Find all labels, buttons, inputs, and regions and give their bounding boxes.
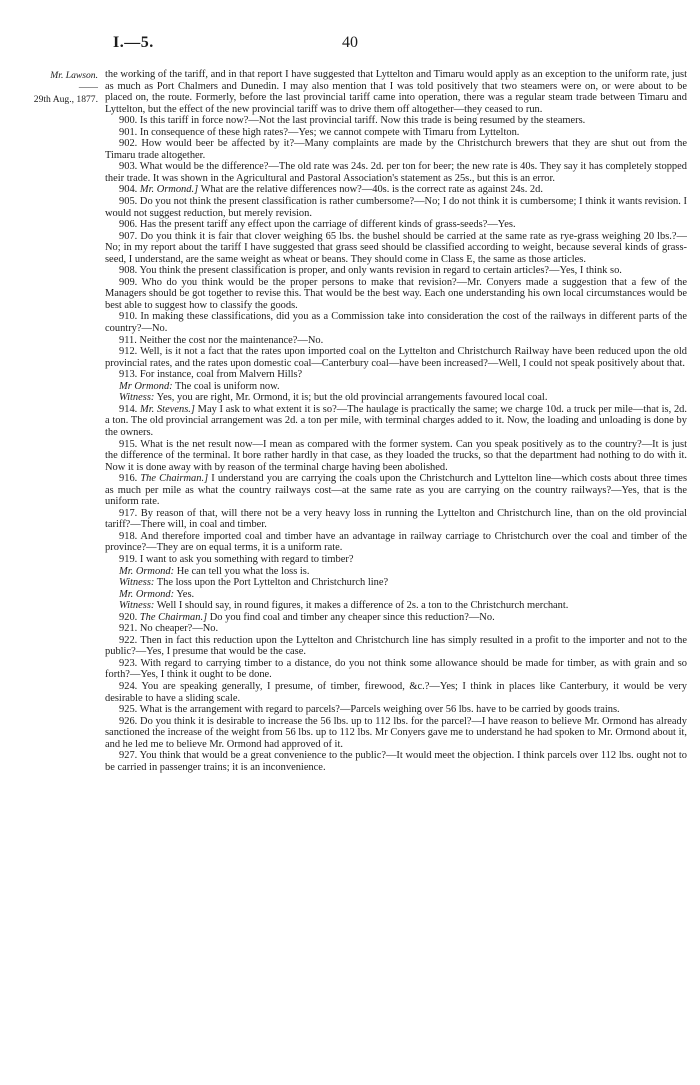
question-917 bbox=[105, 508, 687, 531]
question-925 bbox=[105, 704, 687, 716]
question-909 bbox=[105, 277, 687, 312]
question-920 bbox=[105, 612, 687, 624]
paragraph-text: 912. Well, is it not a fact that the rates upon imported coal on the Lyttelton and Christchurch Railway have been reduced upon the old provincial rates, and the rates upon domestic coal—Canterbury coal—have been increased?—Well, I could not speak positively about that. bbox=[105, 346, 687, 369]
speaker-label: Mr Ormond: bbox=[119, 380, 173, 392]
interjection bbox=[105, 381, 687, 393]
paragraph-text: 915. What is the net result now—I mean as compared with the former system. Can you speak positively as to the country?—It is just the difference of the terminal. It bore rather hardly in that case, as they loaded the trucks, so that the department had nothing to do with it. Now it is done away with by reason of the terminal charge having been abolished. bbox=[105, 438, 687, 473]
margin-speaker: Mr. Lawson. bbox=[50, 70, 98, 81]
paragraph-text: 922. Then in fact this reduction upon the Lyttelton and Christchurch line has simply resulted in a profit to the importer and not to the public?—Yes, I presume that would be the case. bbox=[105, 634, 687, 658]
paragraph-text: 900. Is this tariff in force now?—Not the last provincial tariff. Now this trade is being resumed by the steamers. bbox=[119, 115, 586, 127]
paragraph-continuation bbox=[105, 69, 687, 115]
speaker-label: The Chairman.] bbox=[139, 611, 208, 623]
question-number: 904. bbox=[119, 184, 140, 196]
paragraph-text: I understand you are carrying the coals upon the Christchurch and Lyttelton line—which costs about three times as much per mile as what the country railways cost—at the same rate as you are carrying on the country railways?—Yes, that is the uniform rate. bbox=[105, 473, 688, 508]
question-901 bbox=[105, 127, 687, 139]
question-922 bbox=[105, 635, 687, 658]
witness-answer bbox=[105, 392, 687, 404]
paragraph-text: 910. In making these classifications, did you as a Commission take into consideration the cost of the railways in different parts of the country?—No. bbox=[105, 311, 687, 335]
interjection bbox=[105, 589, 687, 601]
speaker-label: Mr. Ormond: bbox=[119, 565, 175, 577]
paragraph-text: 901. In consequence of these high rates?—Yes; we cannot compete with Timaru from Lyttelton. bbox=[119, 126, 520, 138]
paragraph-text: What are the relative differences now?—40s. is the correct rate as against 24s. 2d. bbox=[198, 184, 543, 196]
speaker-label: Mr. Ormond: bbox=[119, 588, 175, 600]
paragraph-text: Well I should say, in round figures, it makes a difference of 2s. a ton to the Christchurch merchant. bbox=[154, 600, 569, 612]
paragraph-text: 913. For instance, coal from Malvern Hills? bbox=[119, 369, 303, 381]
margin-date: 29th Aug., 1877. bbox=[33, 94, 98, 105]
paragraph-text: 917. By reason of that, will there not be a very heavy loss in running the Lyttelton and Christchurch line, than on the old provincial tariff?—There will, in coal and timber. bbox=[105, 507, 687, 531]
interjection bbox=[105, 566, 687, 578]
question-919 bbox=[105, 554, 687, 566]
question-904 bbox=[105, 184, 687, 196]
paragraph-text: 925. What is the arrangement with regard to parcels?—Parcels weighing over 56 lbs. have to be carried by goods trains. bbox=[119, 704, 620, 716]
speaker-label: Witness: bbox=[119, 600, 155, 612]
question-908 bbox=[105, 265, 687, 277]
question-915 bbox=[105, 439, 687, 474]
paragraph-text: The coal is uniform now. bbox=[172, 380, 280, 392]
question-918 bbox=[105, 531, 687, 554]
paragraph-text: The loss upon the Port Lyttelton and Christchurch line? bbox=[154, 577, 389, 589]
question-914 bbox=[105, 404, 687, 439]
paragraph-text: 921. No cheaper?—No. bbox=[119, 623, 219, 635]
paragraph-text: He can tell you what the loss is. bbox=[174, 565, 310, 577]
question-921 bbox=[105, 623, 687, 635]
question-903 bbox=[105, 161, 687, 184]
question-927 bbox=[105, 750, 687, 773]
question-907 bbox=[105, 231, 687, 266]
document-reference: I.—5. bbox=[113, 34, 154, 51]
question-number: 920. bbox=[119, 611, 140, 623]
paragraph-text: 911. Neither the cost nor the maintenance?—No. bbox=[119, 334, 324, 346]
speaker-label: Witness: bbox=[119, 392, 155, 404]
question-905 bbox=[105, 196, 687, 219]
speaker-label: Mr. Ormond.] bbox=[139, 184, 199, 196]
question-913 bbox=[105, 369, 687, 381]
paragraph-text: 918. And therefore imported coal and timber have an advantage in railway carriage to Christchurch over the coal and timber of the province?—They are on equal terms, it is a uniform rate. bbox=[105, 530, 687, 554]
paragraph-text: 919. I want to ask you something with regard to timber? bbox=[119, 553, 354, 565]
question-number: 916. bbox=[119, 473, 141, 485]
paragraph-text: 903. What would be the difference?—The old rate was 24s. 2d. per ton for beer; the new rate is 40s. They say it has completely stopped their trade. It was shown in the Agricultural and Pastoral Association's statement as 25s., but this is an error. bbox=[105, 161, 687, 184]
paragraph-text: 905. Do you not think the present classification is rather cumbersome?—No; I do not think it is cumbersome; I think it wants revision. I would not suggest reduction, but merely revision. bbox=[105, 196, 687, 219]
question-910 bbox=[105, 311, 687, 334]
paragraph-text: 907. Do you think it is fair that clover weighing 65 lbs. the bushel should be carried at the same rate as rye-grass weighing 20 lbs.?—No; in my report about the tariff I have suggested that grass seed should be classified according to weight, because several kinds of grass-seed, I understand, are the same weight as wheat or beans. They should come in Class E, the same as those articles. bbox=[105, 230, 687, 265]
paragraph-text: Yes. bbox=[174, 588, 195, 600]
paragraph-text: 908. You think the present classification is proper, and only wants revision in regard to certain articles?—Yes, I think so. bbox=[119, 265, 622, 277]
page-number: 40 bbox=[342, 34, 358, 51]
document-body bbox=[105, 69, 687, 773]
margin-dash: —— bbox=[78, 82, 98, 93]
question-900 bbox=[105, 115, 687, 127]
paragraph-text: 926. Do you think it is desirable to increase the 56 lbs. up to 112 lbs. for the parcel?—I have reason to believe Mr. Ormond has already sanctioned the increase of the weight from 56 lbs. up to 112 lbs. Mr Conyers gave me to understand he had spoken to Mr. Ormond about it, and he led me to believe Mr. Ormond had approved of it. bbox=[105, 715, 687, 750]
question-926 bbox=[105, 716, 687, 751]
paragraph-text: Yes, you are right, Mr. Ormond, it is; but the old provincial arrangements favoured local coal. bbox=[154, 392, 548, 404]
speaker-label: Witness: bbox=[119, 577, 155, 589]
paragraph-text: May I ask to what extent it is so?—The haulage is practically the same; we charge 10d. a truck per mile—that is, 2d. a ton. The old provincial arrangement was 2d. a ton per mile, with terminal charges added to it. Now, the loading and unloading is done by the owners. bbox=[105, 403, 687, 438]
witness-answer bbox=[105, 600, 687, 612]
paragraph-text: 909. Who do you think would be the proper persons to make that revision?—Mr. Conyers made a suggestion that a few of the Managers should be got together to revise this. That would be the best way. Each one understanding his own local circumstances would be best able to suggest how to classify the goods. bbox=[105, 276, 687, 311]
witness-answer bbox=[105, 577, 687, 589]
speaker-label: The Chairman.] bbox=[140, 473, 209, 485]
question-number: 914. bbox=[119, 403, 141, 415]
page-header bbox=[0, 34, 700, 54]
paragraph-text: 923. With regard to carrying timber to a distance, do you not think some allowance should be made for timber, as with grain and so forth?—Yes, I think it ought to be done. bbox=[105, 657, 687, 681]
question-924 bbox=[105, 681, 687, 704]
paragraph-text: Do you find coal and timber any cheaper since this reduction?—No. bbox=[207, 611, 495, 623]
paragraph-text: 924. You are speaking generally, I presume, of timber, firewood, &c.?—Yes; I think in places like Canterbury, it would be very desirable to have a sliding scale. bbox=[105, 680, 687, 704]
question-911 bbox=[105, 335, 687, 347]
question-902 bbox=[105, 138, 687, 161]
paragraph-text: 902. How would beer be affected by it?—Many complaints are made by the Christchurch brewers that they are shut out from the Timaru trade altogether. bbox=[105, 138, 687, 161]
question-916 bbox=[105, 473, 687, 508]
question-912 bbox=[105, 346, 687, 369]
paragraph-text: the working of the tariff, and in that report I have suggested that Lyttelton and Timaru would apply as an exception to the uniform rate, just as much as Port Chalmers and Dunedin. I may also mention that I was told positively that two steamers were on, or were about to be placed on, the route. Formerly, before the last provincial tariff came into operation, there was a regular steam trade between Timaru and Lyttelton, but the effect of the new provincial tariff was to drive them off altogether—they ceased to run. bbox=[105, 69, 687, 115]
question-923 bbox=[105, 658, 687, 681]
paragraph-text: 906. Has the present tariff any effect upon the carriage of different kinds of grass-seeds?—Yes. bbox=[119, 219, 516, 231]
paragraph-text: 927. You think that would be a great convenience to the public?—It would meet the objection. I think parcels over 112 lbs. ought not to be carried in passenger trains; it is an inconvenience. bbox=[105, 750, 687, 773]
question-906 bbox=[105, 219, 687, 231]
speaker-label: Mr. Stevens.] bbox=[140, 403, 195, 415]
